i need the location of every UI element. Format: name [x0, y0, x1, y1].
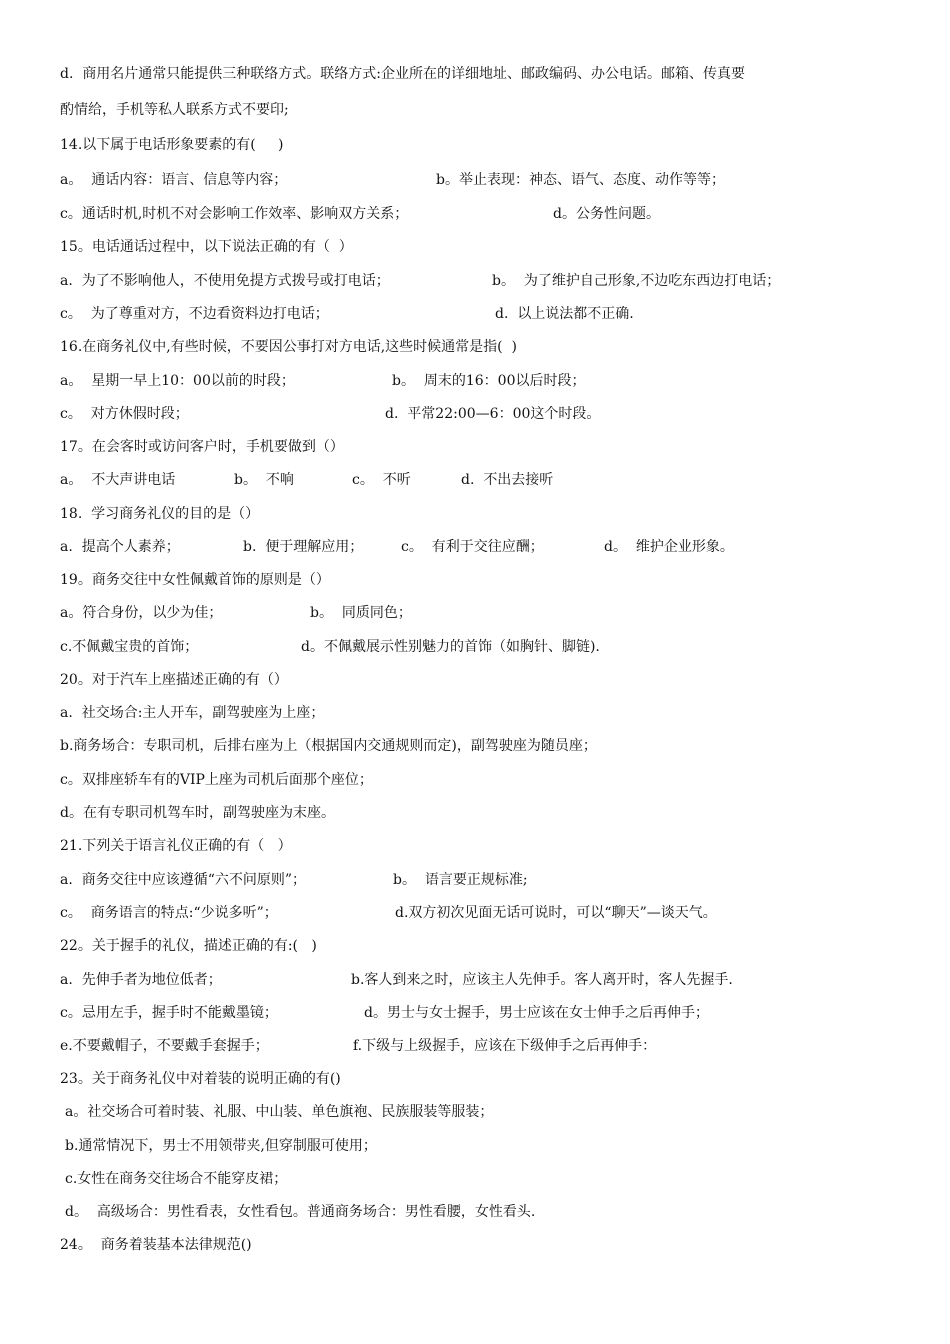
text-segment: c。 对方休假时段； [60, 406, 189, 422]
text-segment: a。 星期一早上10：00以前的时段； [60, 373, 295, 389]
text-segment: 16.在商务礼仪中,有些时候，不要因公事打对方电话,这些时候通常是指( ) [60, 339, 517, 355]
text-segment: c。忌用左手，握手时不能戴墨镜； [60, 1005, 278, 1021]
text-segment: a. 社交场合:主人开车，副驾驶座为上座； [60, 705, 325, 721]
text-segment: d。在有专职司机驾车时，副驾驶座为末座。 [60, 805, 335, 821]
text-segment: 21.下列关于语言礼仪正确的有（ ） [60, 838, 292, 854]
text-segment: e.不要戴帽子，不要戴手套握手； [60, 1038, 269, 1054]
text-segment: d。 维护企业形象。 [604, 539, 734, 555]
text-segment: 14.以下属于电话形象要素的有( ) [60, 137, 284, 153]
text-segment: c.女性在商务交往场合不能穿皮裙； [65, 1171, 288, 1187]
text-segment: c。 不听 [352, 472, 411, 488]
text-segment: b。 周末的16：00以后时段； [392, 373, 586, 389]
text-segment: a. 提高个人素养； [60, 539, 180, 555]
text-segment: b。 同质同色； [310, 605, 412, 621]
text-segment: b.通常情况下，男士不用领带夹,但穿制服可使用； [65, 1138, 377, 1154]
text-segment: b.商务场合：专职司机，后排右座为上（根据国内交通规则而定)，副驾驶座为随员座； [60, 738, 597, 754]
text-segment: d. 不出去接听 [461, 472, 554, 488]
text-segment: a。 通话内容：语言、信息等内容； [60, 172, 288, 188]
text-segment: b. 便于理解应用； [243, 539, 364, 555]
text-segment: c。 商务语言的特点:“少说多听”； [60, 905, 278, 921]
text-segment: 17。在会客时或访问客户时，手机要做到（） [60, 439, 344, 455]
text-segment: f.下级与上级握手，应该在下级伸手之后再伸手： [353, 1038, 657, 1054]
text-segment: d. 平常22:00—6：00这个时段。 [385, 406, 601, 422]
text-segment: 23。关于商务礼仪中对着装的说明正确的有() [60, 1071, 341, 1087]
text-segment: c。双排座轿车有的VIP上座为司机后面那个座位； [60, 772, 373, 788]
text-segment: d。男士与女士握手，男士应该在女士伸手之后再伸手； [364, 1005, 709, 1021]
text-segment: c。通话时机,时机不对会影响工作效率、影响双方关系； [60, 206, 409, 222]
text-segment: c。 有利于交往应酬； [401, 539, 544, 555]
text-segment: a。符合身份，以少为佳； [60, 605, 223, 621]
text-segment: d。公务性问题。 [553, 206, 660, 222]
text-segment: d.双方初次见面无话可说时，可以“聊天”—谈天气。 [395, 905, 717, 921]
text-segment: b。 不响 [234, 472, 294, 488]
text-segment: a. 先伸手者为地位低者； [60, 972, 222, 988]
text-segment: b。 为了维护自己形象,不边吃东西边打电话； [492, 273, 781, 289]
text-segment: d。 高级场合：男性看表，女性看包。普通商务场合：男性看腰，女性看头. [65, 1204, 536, 1220]
text-segment: c.不佩戴宝贵的首饰； [60, 639, 199, 655]
text-segment: a. 为了不影响他人，不使用免提方式拨号或打电话； [60, 273, 390, 289]
text-segment: b.客人到来之时，应该主人先伸手。客人离开时，客人先握手. [351, 972, 733, 988]
text-segment: d. 以上说法都不正确. [495, 306, 634, 322]
text-segment: a. 商务交往中应该遵循“六不问原则”； [60, 872, 307, 888]
text-segment: b。举止表现：神态、语气、态度、动作等等； [436, 172, 725, 188]
text-segment: 24。 商务着装基本法律规范() [60, 1237, 252, 1253]
text-segment: 15。电话通话过程中，以下说法正确的有（ ） [60, 239, 353, 255]
text-segment: 22。关于握手的礼仪，描述正确的有:( ) [60, 938, 317, 954]
text-segment: a。社交场合可着时装、礼服、中山装、单色旗袍、民族服装等服装； [65, 1104, 494, 1120]
text-segment: a。 不大声讲电话 [60, 472, 176, 488]
text-segment: 18. 学习商务礼仪的目的是（） [60, 506, 260, 522]
text-segment: d。不佩戴展示性别魅力的首饰（如胸针、脚链). [301, 639, 600, 655]
text-segment: c。 为了尊重对方，不边看资料边打电话； [60, 306, 329, 322]
text-segment: 酌情给，手机等私人联系方式不要印; [60, 102, 289, 118]
text-segment: b。 语言要正规标准; [393, 872, 528, 888]
text-segment: 20。对于汽车上座描述正确的有（） [60, 672, 288, 688]
text-segment: d. 商用名片通常只能提供三种联络方式。联络方式:企业所在的详细地址、邮政编码、办公电话。邮箱、传真要 [60, 66, 746, 82]
text-segment: 19。商务交往中女性佩戴首饰的原则是（） [60, 572, 330, 588]
